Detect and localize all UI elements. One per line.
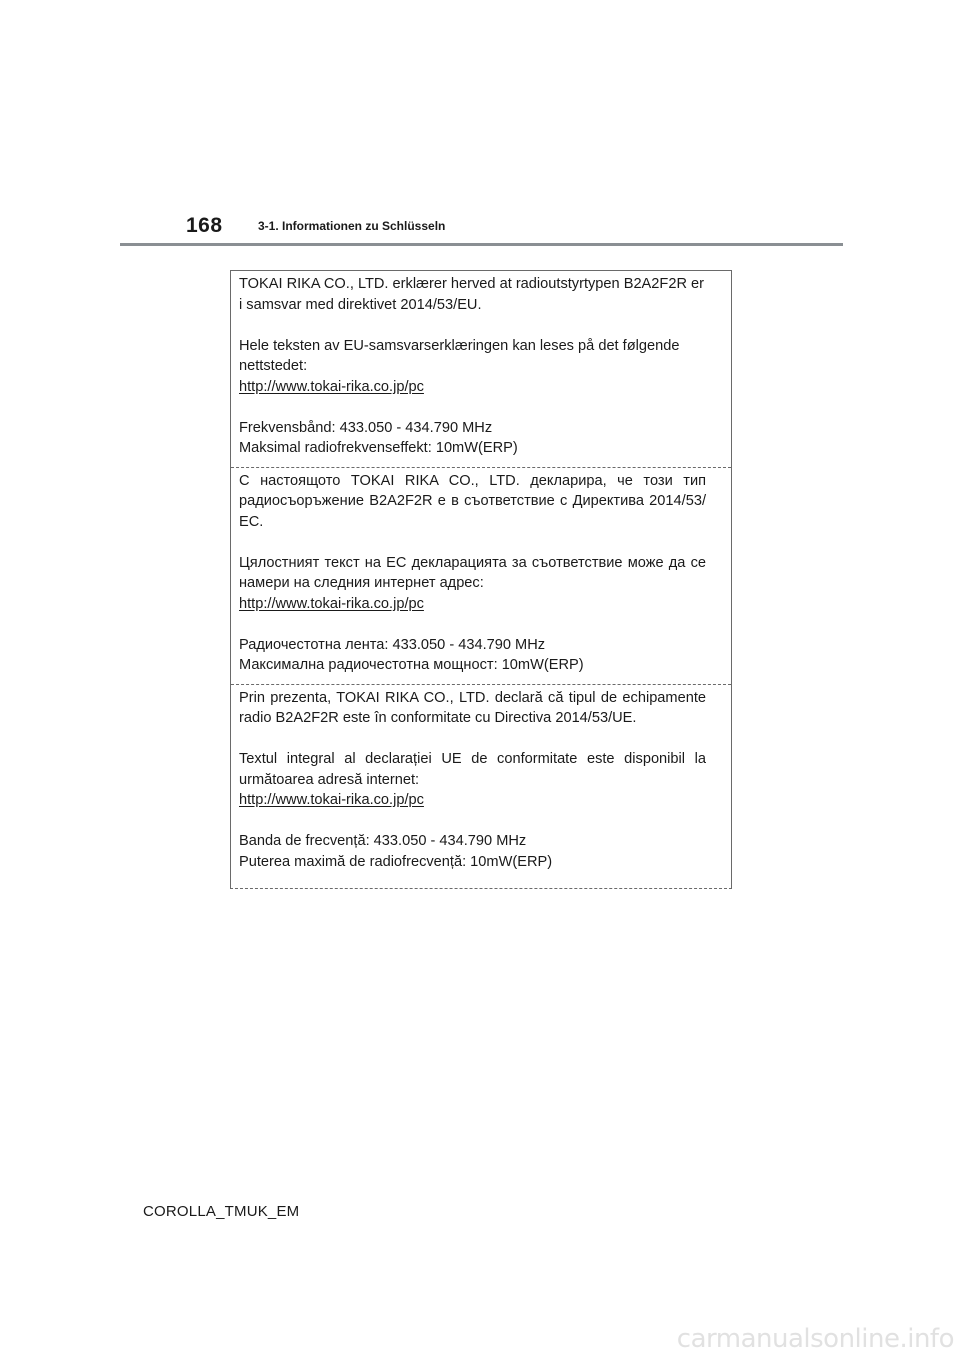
declaration-url[interactable]: http://www.tokai-rika.co.jp/pc [239, 792, 424, 808]
frequency-band: Радиочестотна лента: 433.050 - 434.790 MHz [239, 636, 546, 653]
section-title: 3-1. Informationen zu Schlüsseln [258, 219, 446, 233]
radio-specs [239, 418, 706, 459]
fulltext-intro-text: Textul integral al declarației UE de conformitate este disponibil la următoarea adresă internet: [239, 751, 706, 788]
declaration-url[interactable]: http://www.tokai-rika.co.jp/pc [239, 595, 424, 612]
fulltext-intro [239, 749, 706, 811]
header-rule [120, 243, 843, 246]
frequency-band: Frekvensbånd: 433.050 - 434.790 MHz [239, 419, 493, 436]
declaration-text: TOKAI RIKA CO., LTD. erklærer herved at radioutstyrtypen B2A2F2R er i samsvar med direktivet 2014/53/EU. [239, 276, 705, 313]
frequency-band: Banda de frecvență: 433.050 - 434.790 MHz [239, 833, 527, 849]
page-number: 168 [186, 214, 223, 237]
declaration-text: С настоящото TOKAI RIKA CO., LTD. декларира, че този тип радиосъоръжение B2A2F2R е в съответствие с Директива 2014/53/ЕС. [239, 472, 706, 530]
fulltext-intro [239, 553, 706, 615]
radio-specs [239, 635, 706, 676]
declaration-box [230, 270, 732, 889]
fulltext-intro-text: Цялостният текст на ЕС декларацията за съответствие може да се намери на следния интернет адрес: [239, 554, 706, 591]
footer-model-code: COROLLA_TMUK_EM [143, 1203, 300, 1220]
watermark: carmanualsonline.info [676, 1324, 954, 1354]
max-power: Puterea maximă de radiofrecvență: 10mW(ERP) [239, 853, 553, 870]
radio-specs [239, 831, 706, 872]
max-power: Maksimal radiofrekvenseffekt: 10mW(ERP) [239, 440, 518, 456]
declaration-url[interactable]: http://www.tokai-rika.co.jp/pc [239, 378, 424, 395]
fulltext-intro [239, 336, 706, 398]
max-power: Максимална радиочестотна мощност: 10mW(ERP) [239, 657, 584, 673]
declaration-block-romanian [231, 685, 731, 889]
declaration-text: Prin prezenta, TOKAI RIKA CO., LTD. declară că tipul de echipamente radio B2A2F2R este în conformitate cu Directiva 2014/53/UE. [239, 689, 706, 726]
declaration-block-norwegian [231, 271, 731, 468]
fulltext-intro-text: Hele teksten av EU-samsvarserklæringen kan leses på det følgende nettstedet: [239, 337, 680, 374]
declaration-block-bulgarian [231, 468, 731, 685]
